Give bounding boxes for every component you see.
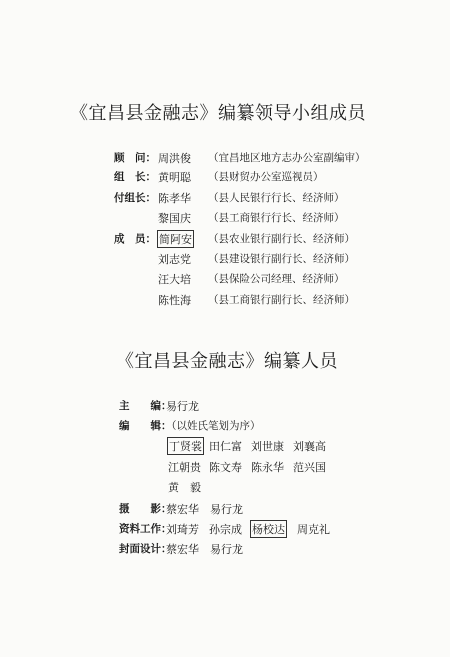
member-name: 汪大培 <box>158 273 191 286</box>
member-name: 黄明聪 <box>158 171 191 184</box>
editor-name-boxed: 丁贤裳 <box>167 437 204 455</box>
role-label: 组 长： <box>114 171 156 183</box>
cover-designer-name: 蔡宏华 <box>166 543 199 556</box>
cover-design-label: 封面设计： <box>119 543 172 555</box>
member-position: （宜昌地区地方志办公室副编审） <box>208 152 366 164</box>
member-name: 刘志党 <box>158 253 191 266</box>
editors-order-note: （以姓氏笔划为序） <box>166 420 261 432</box>
member-position: （县建设银行副行长、经济师） <box>208 253 355 265</box>
member-name-boxed: 简阿安 <box>157 230 194 248</box>
editor-name: 黄 毅 <box>168 481 201 494</box>
member-name: 周洪俊 <box>158 152 191 165</box>
chief-editor-name: 易行龙 <box>166 400 199 413</box>
editor-name: 江朝贵 <box>168 461 201 474</box>
member-position: （县财贸办公室巡视员） <box>208 171 324 183</box>
role-label: 成 员： <box>114 233 156 245</box>
photography-label: 摄 影： <box>119 503 172 515</box>
member-name: 陈性海 <box>158 294 191 307</box>
staff-title: 《宜昌县金融志》编纂人员 <box>116 351 338 372</box>
editor-name: 刘襄高 <box>293 440 326 453</box>
data-worker-name: 刘琦芳 <box>166 523 199 536</box>
member-position: （县工商银行行长、经济师） <box>208 212 345 224</box>
chief-editor-label: 主 编： <box>119 400 172 412</box>
data-work-label: 资料工作： <box>119 523 172 535</box>
data-worker-name-boxed: 杨校达 <box>250 520 287 538</box>
photographer-name: 易行龙 <box>210 503 243 516</box>
member-position: （县工商银行副行长、经济师） <box>208 294 355 306</box>
leadership-title: 《宜昌县金融志》编纂领导小组成员 <box>70 103 366 124</box>
editor-name: 陈永华 <box>251 461 284 474</box>
editor-name: 陈文寿 <box>209 461 242 474</box>
member-position: （县人民银行行长、经济师） <box>208 192 345 204</box>
data-worker-name: 周克礼 <box>297 523 330 536</box>
editors-label: 编 辑： <box>119 420 172 432</box>
cover-designer-name: 易行龙 <box>210 543 243 556</box>
role-label: 顾 问： <box>114 152 156 164</box>
member-name: 陈孝华 <box>158 192 191 205</box>
editor-name: 田仁富 <box>209 440 242 453</box>
member-name: 黎国庆 <box>158 212 191 225</box>
editor-name: 刘世康 <box>251 440 284 453</box>
member-position: （县保险公司经理、经济师） <box>208 273 345 285</box>
role-label: 付组长： <box>114 192 156 204</box>
data-worker-name: 孙宗成 <box>209 523 242 536</box>
editor-name: 范兴国 <box>293 461 326 474</box>
member-position: （县农业银行副行长、经济师） <box>208 233 355 245</box>
photographer-name: 蔡宏华 <box>166 503 199 516</box>
